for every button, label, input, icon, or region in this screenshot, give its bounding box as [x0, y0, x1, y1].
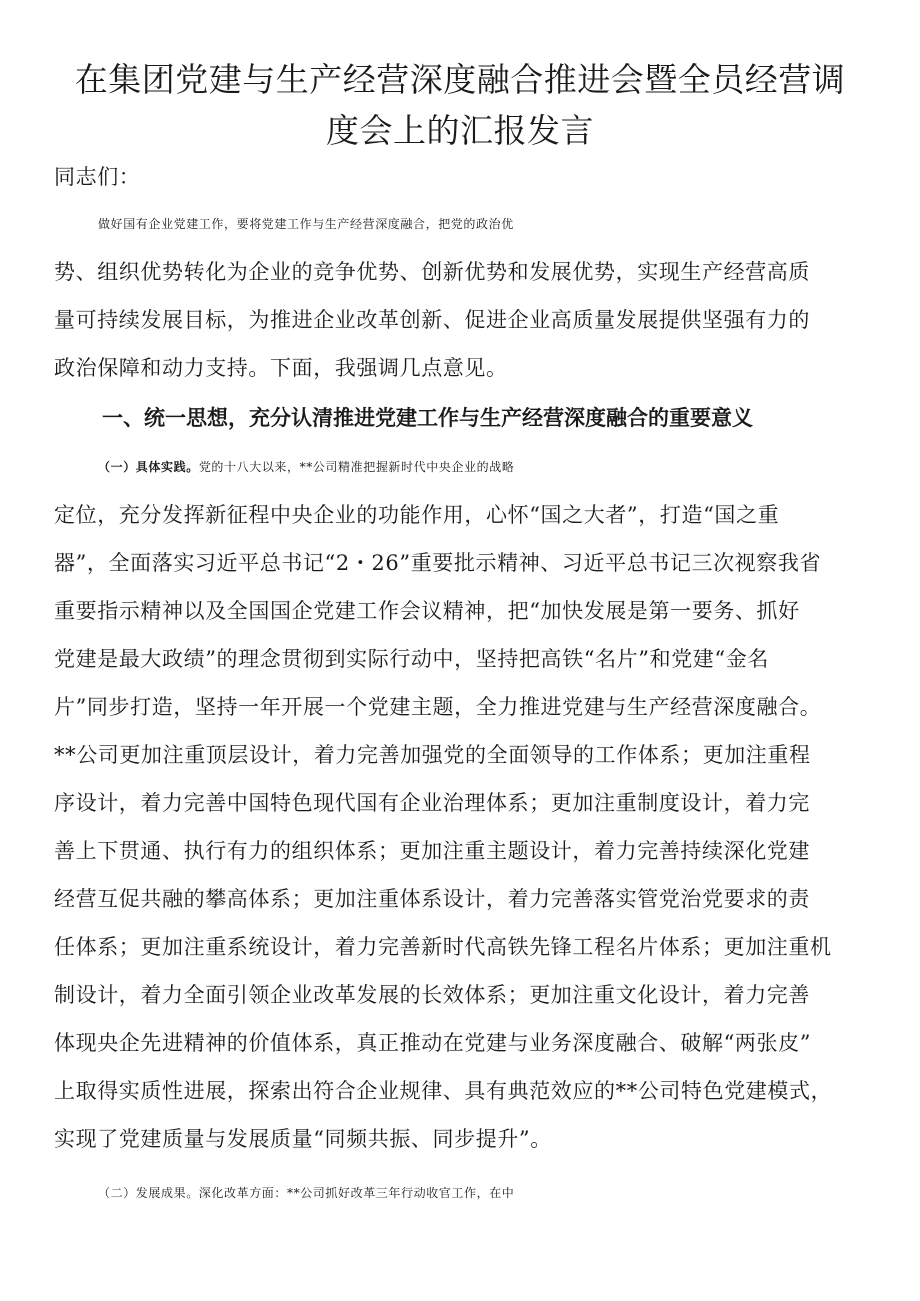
intro-line: 量可持续发展目标，为推进企业改革创新、促进企业高质量发展提供坚强有力的: [54, 308, 810, 332]
body-line: 制设计，着力全面引领企业改革发展的长效体系；更加注重文化设计，着力完善: [54, 983, 810, 1007]
salutation: 同志们：: [54, 165, 141, 189]
body-line: 定位，充分发挥新征程中央企业的功能作用，心怀“国之大者”，打造“国之重: [54, 503, 780, 527]
intro-line: 政治保障和动力支持。下面，我强调几点意见。: [54, 356, 508, 380]
title-line-1: 在集团党建与生产经营深度融合推进会暨全员经营调: [74, 60, 846, 99]
body-line: 党建是最大政绩”的理念贯彻到实际行动中，坚持把高铁“名片”和党建“金名: [54, 647, 769, 671]
body-line: **公司更加注重顶层设计，着力完善加强党的全面领导的工作体系；更加注重程: [54, 743, 811, 767]
subsection-1-first-line: [98, 452, 918, 482]
title-line-2: 度会上的汇报发言: [326, 111, 594, 150]
body-line: 经营互促共融的攀高体系；更加注重体系设计，着力完善落实管党治党要求的责: [54, 887, 810, 911]
body-line: 体现央企先进精神的价值体系，真正推动在党建与业务深度融合、破解“两张皮”: [54, 1031, 812, 1055]
body-line: 任体系；更加注重系统设计，着力完善新时代高铁先锋工程名片体系；更加注重机: [54, 935, 832, 959]
subsection-1-text: 党的十八大以来，**公司精准把握新时代中央企业的战略: [198, 460, 515, 474]
body-line: 善上下贯通、执行有力的组织体系；更加注重主题设计，着力完善持续深化党建: [54, 839, 810, 863]
subsection-2-line: （二）发展成果。深化改革方面：**公司抓好改革三年行动收官工作，在中: [98, 1186, 515, 1200]
body-line: 序设计，着力完善中国特色现代国有企业治理体系；更加注重制度设计，着力完: [54, 791, 810, 815]
section-heading: 一、统一思想，充分认清推进党建工作与生产经营深度融合的重要意义: [102, 406, 753, 430]
subsection-1-label: （一）具体实践。: [98, 460, 199, 474]
intro-line: 做好国有企业党建工作，要将党建工作与生产经营深度融合，把党的政治优: [98, 217, 514, 231]
body-line: 上取得实质性进展，探索出符合企业规律、具有典范效应的**公司特色党建模式，: [54, 1079, 833, 1103]
intro-line: 势、组织优势转化为企业的竞争优势、创新优势和发展优势，实现生产经营高质: [54, 260, 810, 284]
body-line: 实现了党建质量与发展质量“同频共振、同步提升”。: [54, 1127, 552, 1151]
document-title: [40, 54, 880, 156]
body-line: 片”同步打造，坚持一年开展一个党建主题，全力推进党建与生产经营深度融合。: [54, 695, 822, 719]
body-line: 器”，全面落实习近平总书记“2・26”重要批示精神、习近平总书记三次视察我省: [54, 551, 822, 575]
body-line: 重要指示精神以及全国国企党建工作会议精神，把“加快发展是第一要务、抓好: [54, 599, 800, 623]
